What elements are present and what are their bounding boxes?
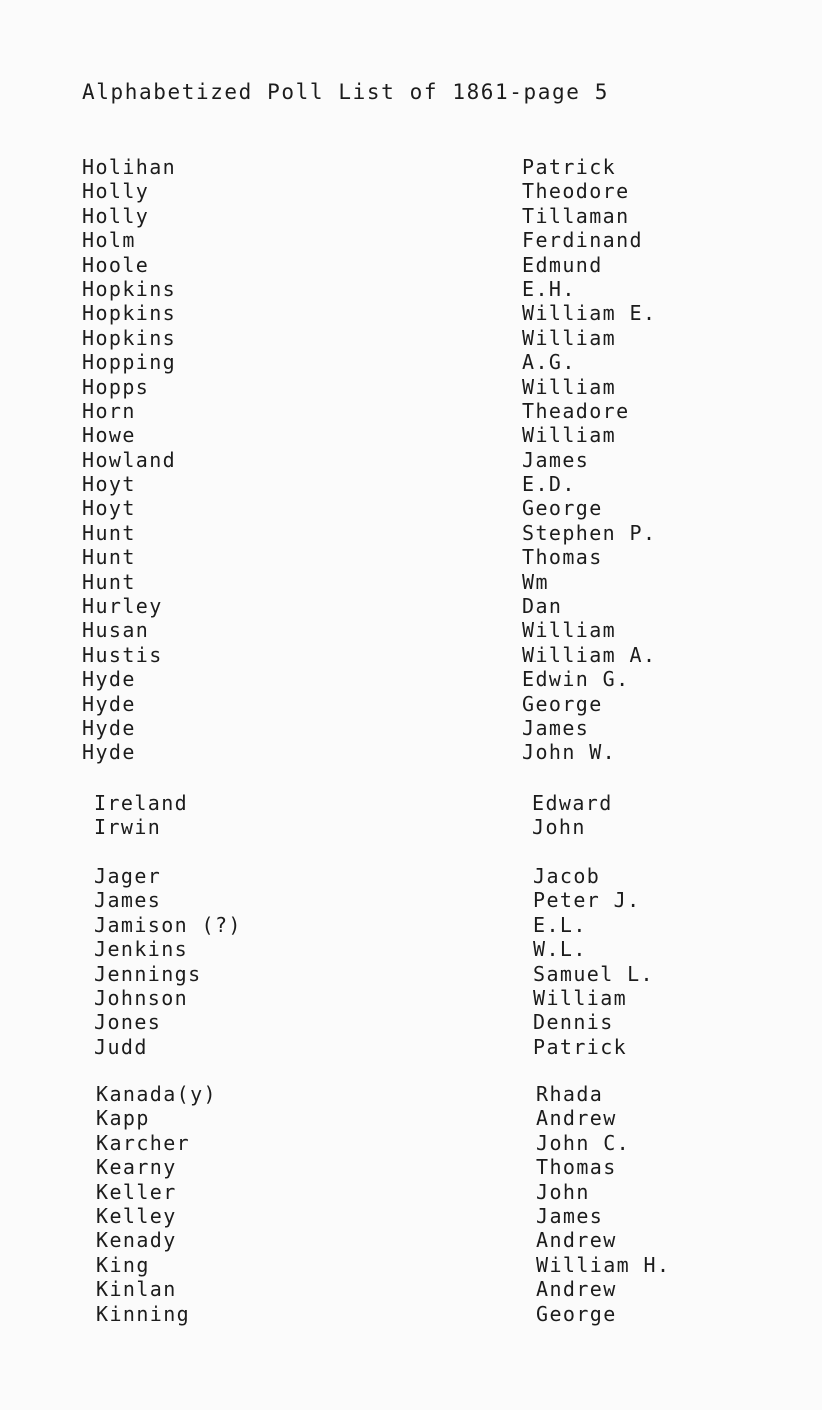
list-row bbox=[0, 962, 822, 986]
given-name: E.D. bbox=[522, 472, 576, 497]
given-name: Patrick bbox=[522, 155, 617, 179]
surname: Hoole bbox=[82, 252, 150, 277]
letter-group-j bbox=[0, 864, 822, 1059]
list-row bbox=[0, 888, 822, 912]
list-row bbox=[0, 692, 822, 716]
list-row bbox=[0, 986, 822, 1010]
surname: Kanada(y) bbox=[96, 1082, 217, 1106]
given-name: William A. bbox=[522, 642, 657, 667]
given-name: John W. bbox=[522, 740, 617, 765]
given-name: Edward bbox=[532, 791, 613, 815]
given-name: Andrew bbox=[536, 1106, 617, 1131]
list-row bbox=[0, 448, 822, 472]
given-name: William bbox=[522, 618, 617, 643]
surname: Hoyt bbox=[82, 496, 136, 521]
list-row bbox=[0, 179, 822, 203]
surname: Hopkins bbox=[82, 301, 177, 326]
list-row bbox=[0, 496, 822, 520]
surname: Hurley bbox=[82, 594, 163, 619]
surname: Hopping bbox=[82, 350, 177, 375]
given-name: Samuel L. bbox=[533, 961, 654, 986]
surname: Hopkins bbox=[82, 276, 177, 301]
given-name: A.G. bbox=[522, 350, 576, 375]
list-row bbox=[0, 253, 822, 277]
surname: Howe bbox=[82, 423, 136, 448]
surname: Judd bbox=[94, 1034, 148, 1059]
list-row bbox=[0, 1228, 822, 1252]
list-row bbox=[0, 399, 822, 423]
surname: Karcher bbox=[96, 1130, 191, 1155]
surname: Hunt bbox=[82, 520, 136, 545]
surname: Kapp bbox=[96, 1106, 150, 1131]
surname: Ireland bbox=[94, 791, 189, 815]
given-name: William bbox=[522, 325, 617, 350]
surname: Hyde bbox=[82, 715, 136, 740]
list-row bbox=[0, 423, 822, 447]
surname: King bbox=[96, 1252, 150, 1277]
list-row bbox=[0, 791, 822, 815]
surname: Jenkins bbox=[94, 937, 189, 962]
given-name: John bbox=[532, 815, 586, 840]
surname: Kelley bbox=[96, 1203, 177, 1228]
list-row bbox=[0, 594, 822, 618]
list-row bbox=[0, 570, 822, 594]
given-name: Dennis bbox=[533, 1010, 614, 1035]
surname: Holm bbox=[82, 228, 136, 253]
letter-group-i bbox=[0, 791, 822, 840]
surname: Jones bbox=[94, 1010, 162, 1035]
list-row bbox=[0, 326, 822, 350]
given-name: Tillaman bbox=[522, 203, 630, 228]
given-name: William bbox=[522, 423, 617, 448]
surname: Holly bbox=[82, 179, 150, 204]
given-name: W.L. bbox=[533, 937, 587, 962]
given-name: Theadore bbox=[522, 398, 630, 423]
list-row bbox=[0, 1277, 822, 1301]
list-row bbox=[0, 228, 822, 252]
list-row bbox=[0, 618, 822, 642]
given-name: Jacob bbox=[533, 864, 601, 888]
given-name: Andrew bbox=[536, 1228, 617, 1253]
surname: Hoyt bbox=[82, 472, 136, 497]
list-row bbox=[0, 1010, 822, 1034]
surname: Hyde bbox=[82, 691, 136, 716]
given-name: William H. bbox=[536, 1252, 671, 1277]
surname: Holly bbox=[82, 203, 150, 228]
list-row bbox=[0, 472, 822, 496]
given-name: George bbox=[522, 496, 603, 521]
surname: Kinning bbox=[96, 1301, 191, 1326]
list-row bbox=[0, 740, 822, 764]
given-name: Thomas bbox=[536, 1155, 617, 1180]
surname: Howland bbox=[82, 447, 177, 472]
surname: Hyde bbox=[82, 740, 136, 765]
surname: Hopkins bbox=[82, 325, 177, 350]
surname: Horn bbox=[82, 398, 136, 423]
surname: Kearny bbox=[96, 1155, 177, 1180]
list-row bbox=[0, 864, 822, 888]
surname: Husan bbox=[82, 618, 150, 643]
given-name: Thomas bbox=[522, 545, 603, 570]
given-name: Edmund bbox=[522, 252, 603, 277]
given-name: John C. bbox=[536, 1130, 631, 1155]
given-name: Ferdinand bbox=[522, 228, 643, 253]
surname: Johnson bbox=[94, 985, 189, 1010]
given-name: John bbox=[536, 1179, 590, 1204]
surname: Kenady bbox=[96, 1228, 177, 1253]
list-row bbox=[0, 1131, 822, 1155]
surname: Jager bbox=[94, 864, 162, 888]
list-row bbox=[0, 1082, 822, 1106]
surname: Jennings bbox=[94, 961, 202, 986]
surname: Keller bbox=[96, 1179, 177, 1204]
given-name: E.L. bbox=[533, 912, 587, 937]
list-row bbox=[0, 375, 822, 399]
list-row bbox=[0, 937, 822, 961]
surname: Irwin bbox=[94, 815, 162, 840]
list-row bbox=[0, 350, 822, 374]
given-name: Theodore bbox=[522, 179, 630, 204]
surname: Kinlan bbox=[96, 1277, 177, 1302]
given-name: William E. bbox=[522, 301, 657, 326]
given-name: William bbox=[533, 985, 628, 1010]
given-name: George bbox=[522, 691, 603, 716]
given-name: Edwin G. bbox=[522, 667, 630, 692]
list-row bbox=[0, 643, 822, 667]
list-row bbox=[0, 716, 822, 740]
given-name: Rhada bbox=[536, 1082, 604, 1106]
given-name: James bbox=[522, 447, 590, 472]
list-row bbox=[0, 155, 822, 179]
list-row bbox=[0, 301, 822, 325]
list-row bbox=[0, 521, 822, 545]
surname: James bbox=[94, 888, 162, 913]
list-row bbox=[0, 1204, 822, 1228]
given-name: E.H. bbox=[522, 276, 576, 301]
given-name: Andrew bbox=[536, 1277, 617, 1302]
given-name: Patrick bbox=[533, 1034, 628, 1059]
list-row bbox=[0, 545, 822, 569]
surname: Hunt bbox=[82, 545, 136, 570]
surname: Hustis bbox=[82, 642, 163, 667]
list-row bbox=[0, 204, 822, 228]
given-name: Wm bbox=[522, 569, 549, 594]
list-row bbox=[0, 1180, 822, 1204]
surname: Hunt bbox=[82, 569, 136, 594]
given-name: Dan bbox=[522, 594, 563, 619]
list-row bbox=[0, 913, 822, 937]
list-row bbox=[0, 1253, 822, 1277]
list-row bbox=[0, 1155, 822, 1179]
letter-group-h bbox=[0, 155, 822, 765]
given-name: Peter J. bbox=[533, 888, 641, 913]
surname: Jamison (?) bbox=[94, 912, 242, 937]
given-name: James bbox=[536, 1203, 604, 1228]
list-row bbox=[0, 1106, 822, 1130]
given-name: William bbox=[522, 374, 617, 399]
page-title: Alphabetized Poll List of 1861-page 5 bbox=[82, 80, 609, 104]
list-row bbox=[0, 815, 822, 839]
list-row bbox=[0, 667, 822, 691]
surname: Hopps bbox=[82, 374, 150, 399]
list-row bbox=[0, 1035, 822, 1059]
given-name: James bbox=[522, 715, 590, 740]
list-row bbox=[0, 277, 822, 301]
surname: Hyde bbox=[82, 667, 136, 692]
given-name: Stephen P. bbox=[522, 520, 657, 545]
letter-group-k bbox=[0, 1082, 822, 1326]
surname: Holihan bbox=[82, 155, 177, 179]
list-row bbox=[0, 1302, 822, 1326]
given-name: George bbox=[536, 1301, 617, 1326]
